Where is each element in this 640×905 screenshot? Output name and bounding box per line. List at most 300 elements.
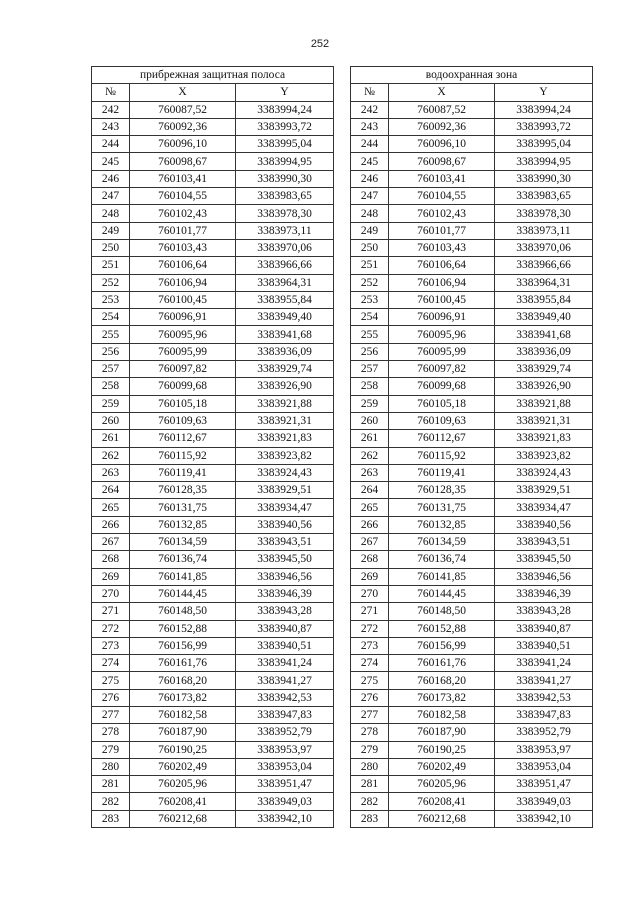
left-x-value: 760095,96: [130, 326, 236, 343]
table-row: [92, 343, 593, 360]
table-row: [92, 153, 593, 170]
table-row: [92, 239, 593, 256]
table-gap: [334, 430, 351, 447]
left-x-value: 760128,35: [130, 482, 236, 499]
right-y-value: 3383943,51: [495, 534, 593, 551]
table-gap: [334, 776, 351, 793]
right-y-value: 3383929,51: [495, 482, 593, 499]
table-gap: [334, 326, 351, 343]
right-y-value: 3383941,24: [495, 655, 593, 672]
right-x-value: 760132,85: [389, 516, 495, 533]
left-x-value: 760095,99: [130, 343, 236, 360]
left-y-value: 3383949,03: [236, 793, 334, 810]
table-row: [92, 447, 593, 464]
right-x-value: 760103,41: [389, 170, 495, 187]
left-y-header: Y: [236, 84, 334, 101]
right-y-value: 3383953,04: [495, 758, 593, 775]
left-x-value: 760101,77: [130, 222, 236, 239]
left-x-value: 760187,90: [130, 724, 236, 741]
right-y-value: 3383942,53: [495, 689, 593, 706]
left-point-number: 281: [92, 776, 130, 793]
right-point-number: 255: [351, 326, 389, 343]
table-row: [92, 741, 593, 758]
left-point-number: 264: [92, 482, 130, 499]
right-point-number: 259: [351, 395, 389, 412]
left-point-number: 278: [92, 724, 130, 741]
right-point-number: 280: [351, 758, 389, 775]
right-point-number: 279: [351, 741, 389, 758]
left-point-number: 248: [92, 205, 130, 222]
right-y-value: 3383970,06: [495, 239, 593, 256]
left-x-value: 760202,49: [130, 758, 236, 775]
right-x-value: 760104,55: [389, 188, 495, 205]
left-point-number: 259: [92, 395, 130, 412]
left-x-value: 760182,58: [130, 706, 236, 723]
right-y-value: 3383978,30: [495, 205, 593, 222]
left-x-value: 760112,67: [130, 430, 236, 447]
left-x-value: 760134,59: [130, 534, 236, 551]
right-y-value: 3383995,04: [495, 136, 593, 153]
left-x-value: 760103,41: [130, 170, 236, 187]
table-row: [92, 257, 593, 274]
right-y-value: 3383990,30: [495, 170, 593, 187]
left-point-number: 267: [92, 534, 130, 551]
table-gap: [334, 205, 351, 222]
table-gap: [334, 118, 351, 135]
left-y-value: 3383929,74: [236, 361, 334, 378]
table-row: [92, 309, 593, 326]
right-point-number: 264: [351, 482, 389, 499]
right-point-number: 270: [351, 585, 389, 602]
left-y-value: 3383995,04: [236, 136, 334, 153]
right-y-value: 3383942,10: [495, 810, 593, 827]
right-x-value: 760156,99: [389, 637, 495, 654]
left-point-number: 269: [92, 568, 130, 585]
table-row: [92, 274, 593, 291]
left-point-number: 266: [92, 516, 130, 533]
left-x-value: 760119,41: [130, 464, 236, 481]
left-point-number: 247: [92, 188, 130, 205]
table-row: [92, 776, 593, 793]
left-y-value: 3383942,53: [236, 689, 334, 706]
right-point-number: 262: [351, 447, 389, 464]
right-point-number: 252: [351, 274, 389, 291]
right-y-value: 3383994,24: [495, 101, 593, 118]
left-x-value: 760141,85: [130, 568, 236, 585]
right-point-number: 282: [351, 793, 389, 810]
right-y-value: 3383940,87: [495, 620, 593, 637]
left-x-value: 760106,94: [130, 274, 236, 291]
left-point-number: 257: [92, 361, 130, 378]
left-point-number: 270: [92, 585, 130, 602]
right-y-value: 3383940,56: [495, 516, 593, 533]
left-point-number: 277: [92, 706, 130, 723]
right-point-number: 258: [351, 378, 389, 395]
table-row: [92, 291, 593, 308]
table-row: [92, 603, 593, 620]
right-x-value: 760134,59: [389, 534, 495, 551]
right-x-value: 760161,76: [389, 655, 495, 672]
left-y-value: 3383946,56: [236, 568, 334, 585]
left-y-value: 3383966,66: [236, 257, 334, 274]
left-x-value: 760190,25: [130, 741, 236, 758]
left-point-number: 263: [92, 464, 130, 481]
right-y-value: 3383921,31: [495, 412, 593, 429]
right-point-number: 242: [351, 101, 389, 118]
table-gap: [334, 378, 351, 395]
left-point-number: 256: [92, 343, 130, 360]
right-point-number: 247: [351, 188, 389, 205]
table-gap: [334, 568, 351, 585]
right-x-value: 760095,96: [389, 326, 495, 343]
left-point-number: 272: [92, 620, 130, 637]
right-x-value: 760115,92: [389, 447, 495, 464]
table-row: [92, 534, 593, 551]
table-row: [92, 430, 593, 447]
right-point-number: 246: [351, 170, 389, 187]
left-y-value: 3383964,31: [236, 274, 334, 291]
table-row: [92, 585, 593, 602]
left-x-value: 760097,82: [130, 361, 236, 378]
table-gap: [334, 706, 351, 723]
right-point-number: 272: [351, 620, 389, 637]
left-y-value: 3383953,97: [236, 741, 334, 758]
left-x-value: 760168,20: [130, 672, 236, 689]
left-point-number: 249: [92, 222, 130, 239]
left-x-value: 760087,52: [130, 101, 236, 118]
right-zone-title: водоохранная зона: [351, 67, 593, 84]
table-gap: [334, 810, 351, 827]
right-y-value: 3383946,39: [495, 585, 593, 602]
left-y-value: 3383921,83: [236, 430, 334, 447]
table-gap: [334, 67, 351, 84]
left-x-value: 760161,76: [130, 655, 236, 672]
right-x-value: 760096,10: [389, 136, 495, 153]
left-x-value: 760106,64: [130, 257, 236, 274]
right-y-value: 3383966,66: [495, 257, 593, 274]
right-point-number: 273: [351, 637, 389, 654]
right-y-value: 3383947,83: [495, 706, 593, 723]
table-row: [92, 689, 593, 706]
left-x-value: 760098,67: [130, 153, 236, 170]
left-x-value: 760109,63: [130, 412, 236, 429]
left-point-number: 262: [92, 447, 130, 464]
left-x-value: 760096,91: [130, 309, 236, 326]
left-y-value: 3383952,79: [236, 724, 334, 741]
right-y-value: 3383921,83: [495, 430, 593, 447]
table-gap: [334, 585, 351, 602]
table-row: [92, 464, 593, 481]
table-row: [92, 205, 593, 222]
coordinates-table: [91, 66, 593, 828]
table-gap: [334, 672, 351, 689]
left-y-value: 3383973,11: [236, 222, 334, 239]
right-x-value: 760095,99: [389, 343, 495, 360]
table-gap: [334, 482, 351, 499]
left-y-value: 3383943,51: [236, 534, 334, 551]
left-x-value: 760208,41: [130, 793, 236, 810]
right-x-value: 760105,18: [389, 395, 495, 412]
left-x-value: 760212,68: [130, 810, 236, 827]
left-y-value: 3383941,24: [236, 655, 334, 672]
table-gap: [334, 274, 351, 291]
table-gap: [334, 534, 351, 551]
table-row: [92, 655, 593, 672]
right-x-value: 760131,75: [389, 499, 495, 516]
right-point-number: 250: [351, 239, 389, 256]
left-y-value: 3383943,28: [236, 603, 334, 620]
right-point-number: 263: [351, 464, 389, 481]
right-x-value: 760119,41: [389, 464, 495, 481]
right-point-number: 244: [351, 136, 389, 153]
left-y-value: 3383924,43: [236, 464, 334, 481]
table-row: [92, 136, 593, 153]
table-gap: [334, 499, 351, 516]
left-point-number: 244: [92, 136, 130, 153]
right-x-value: 760128,35: [389, 482, 495, 499]
left-x-value: 760096,10: [130, 136, 236, 153]
right-point-number: 269: [351, 568, 389, 585]
right-x-value: 760106,94: [389, 274, 495, 291]
right-y-value: 3383949,40: [495, 309, 593, 326]
left-point-number: 260: [92, 412, 130, 429]
table-row: [92, 188, 593, 205]
left-y-value: 3383990,30: [236, 170, 334, 187]
table-gap: [334, 309, 351, 326]
left-point-number: 246: [92, 170, 130, 187]
left-y-value: 3383926,90: [236, 378, 334, 395]
table-gap: [334, 793, 351, 810]
table-gap: [334, 291, 351, 308]
left-point-number: 265: [92, 499, 130, 516]
right-point-number: 268: [351, 551, 389, 568]
right-point-number: 281: [351, 776, 389, 793]
left-y-value: 3383929,51: [236, 482, 334, 499]
right-x-value: 760202,49: [389, 758, 495, 775]
left-y-value: 3383940,51: [236, 637, 334, 654]
right-x-value: 760208,41: [389, 793, 495, 810]
right-point-number: 276: [351, 689, 389, 706]
left-y-value: 3383946,39: [236, 585, 334, 602]
right-point-number: 248: [351, 205, 389, 222]
table-gap: [334, 516, 351, 533]
right-point-number: 267: [351, 534, 389, 551]
table-row: [92, 499, 593, 516]
table-row: [92, 620, 593, 637]
left-point-number: 242: [92, 101, 130, 118]
left-y-value: 3383994,95: [236, 153, 334, 170]
table-row: [92, 551, 593, 568]
table-gap: [334, 361, 351, 378]
left-point-number: 279: [92, 741, 130, 758]
table-gap: [334, 758, 351, 775]
table-row: [92, 395, 593, 412]
left-y-value: 3383921,88: [236, 395, 334, 412]
left-point-number: 245: [92, 153, 130, 170]
left-x-value: 760092,36: [130, 118, 236, 135]
left-y-value: 3383941,27: [236, 672, 334, 689]
right-point-number: 274: [351, 655, 389, 672]
right-y-value: 3383946,56: [495, 568, 593, 585]
right-y-value: 3383955,84: [495, 291, 593, 308]
right-point-number: 271: [351, 603, 389, 620]
left-x-value: 760105,18: [130, 395, 236, 412]
right-y-value: 3383924,43: [495, 464, 593, 481]
table-row: [92, 361, 593, 378]
left-x-value: 760100,45: [130, 291, 236, 308]
left-y-value: 3383940,87: [236, 620, 334, 637]
coordinates-body: [92, 101, 593, 827]
right-x-value: 760101,77: [389, 222, 495, 239]
table-row: [92, 568, 593, 585]
left-x-value: 760148,50: [130, 603, 236, 620]
right-point-number: 257: [351, 361, 389, 378]
left-x-value: 760205,96: [130, 776, 236, 793]
left-point-number: 283: [92, 810, 130, 827]
right-x-value: 760136,74: [389, 551, 495, 568]
table-row: [92, 170, 593, 187]
right-point-number: 277: [351, 706, 389, 723]
left-x-value: 760156,99: [130, 637, 236, 654]
table-row: [92, 412, 593, 429]
right-y-value: 3383940,51: [495, 637, 593, 654]
right-x-value: 760102,43: [389, 205, 495, 222]
right-point-number: 265: [351, 499, 389, 516]
table-gap: [334, 603, 351, 620]
left-x-value: 760115,92: [130, 447, 236, 464]
table-gap: [334, 551, 351, 568]
left-y-value: 3383953,04: [236, 758, 334, 775]
left-point-number: 243: [92, 118, 130, 135]
right-point-number: 251: [351, 257, 389, 274]
right-y-value: 3383934,47: [495, 499, 593, 516]
column-header-row: [92, 84, 593, 101]
table-gap: [334, 395, 351, 412]
right-num-header: №: [351, 84, 389, 101]
right-point-number: 283: [351, 810, 389, 827]
left-x-value: 760144,45: [130, 585, 236, 602]
right-x-value: 760205,96: [389, 776, 495, 793]
left-y-value: 3383949,40: [236, 309, 334, 326]
right-y-value: 3383964,31: [495, 274, 593, 291]
right-x-value: 760148,50: [389, 603, 495, 620]
table-gap: [334, 101, 351, 118]
table-gap: [334, 222, 351, 239]
zone-header-row: [92, 67, 593, 84]
table-gap: [334, 447, 351, 464]
table-row: [92, 482, 593, 499]
left-point-number: 274: [92, 655, 130, 672]
table-row: [92, 101, 593, 118]
right-y-value: 3383945,50: [495, 551, 593, 568]
right-x-value: 760168,20: [389, 672, 495, 689]
left-x-value: 760152,88: [130, 620, 236, 637]
table-row: [92, 118, 593, 135]
left-num-header: №: [92, 84, 130, 101]
right-point-number: 256: [351, 343, 389, 360]
left-y-value: 3383978,30: [236, 205, 334, 222]
left-point-number: 271: [92, 603, 130, 620]
table-row: [92, 758, 593, 775]
left-x-value: 760132,85: [130, 516, 236, 533]
left-y-value: 3383940,56: [236, 516, 334, 533]
left-point-number: 280: [92, 758, 130, 775]
left-y-value: 3383947,83: [236, 706, 334, 723]
table-gap: [334, 412, 351, 429]
left-y-value: 3383945,50: [236, 551, 334, 568]
right-y-value: 3383949,03: [495, 793, 593, 810]
left-y-value: 3383983,65: [236, 188, 334, 205]
table-row: [92, 222, 593, 239]
right-y-value: 3383953,97: [495, 741, 593, 758]
right-y-value: 3383973,11: [495, 222, 593, 239]
left-x-header: X: [130, 84, 236, 101]
right-x-value: 760092,36: [389, 118, 495, 135]
left-point-number: 255: [92, 326, 130, 343]
left-y-value: 3383936,09: [236, 343, 334, 360]
left-x-value: 760099,68: [130, 378, 236, 395]
right-point-number: 266: [351, 516, 389, 533]
table-gap: [334, 724, 351, 741]
table-gap: [334, 153, 351, 170]
right-y-value: 3383923,82: [495, 447, 593, 464]
right-x-value: 760106,64: [389, 257, 495, 274]
table-gap: [334, 655, 351, 672]
left-y-value: 3383994,24: [236, 101, 334, 118]
right-x-value: 760087,52: [389, 101, 495, 118]
left-x-value: 760104,55: [130, 188, 236, 205]
left-point-number: 258: [92, 378, 130, 395]
left-x-value: 760102,43: [130, 205, 236, 222]
table-gap: [334, 620, 351, 637]
left-point-number: 273: [92, 637, 130, 654]
right-x-header: X: [389, 84, 495, 101]
right-x-value: 760144,45: [389, 585, 495, 602]
left-y-value: 3383942,10: [236, 810, 334, 827]
right-y-header: Y: [495, 84, 593, 101]
right-x-value: 760103,43: [389, 239, 495, 256]
left-point-number: 252: [92, 274, 130, 291]
left-y-value: 3383955,84: [236, 291, 334, 308]
right-y-value: 3383943,28: [495, 603, 593, 620]
left-point-number: 250: [92, 239, 130, 256]
left-y-value: 3383941,68: [236, 326, 334, 343]
left-y-value: 3383970,06: [236, 239, 334, 256]
left-y-value: 3383993,72: [236, 118, 334, 135]
right-y-value: 3383926,90: [495, 378, 593, 395]
left-point-number: 268: [92, 551, 130, 568]
right-x-value: 760141,85: [389, 568, 495, 585]
right-x-value: 760187,90: [389, 724, 495, 741]
table-gap: [334, 170, 351, 187]
table-row: [92, 378, 593, 395]
left-point-number: 253: [92, 291, 130, 308]
right-point-number: 260: [351, 412, 389, 429]
right-x-value: 760109,63: [389, 412, 495, 429]
table-gap: [334, 136, 351, 153]
table-row: [92, 706, 593, 723]
table-gap: [334, 343, 351, 360]
left-point-number: 251: [92, 257, 130, 274]
left-x-value: 760136,74: [130, 551, 236, 568]
table-row: [92, 672, 593, 689]
right-y-value: 3383921,88: [495, 395, 593, 412]
right-x-value: 760112,67: [389, 430, 495, 447]
left-y-value: 3383921,31: [236, 412, 334, 429]
right-y-value: 3383941,27: [495, 672, 593, 689]
right-y-value: 3383936,09: [495, 343, 593, 360]
right-x-value: 760097,82: [389, 361, 495, 378]
